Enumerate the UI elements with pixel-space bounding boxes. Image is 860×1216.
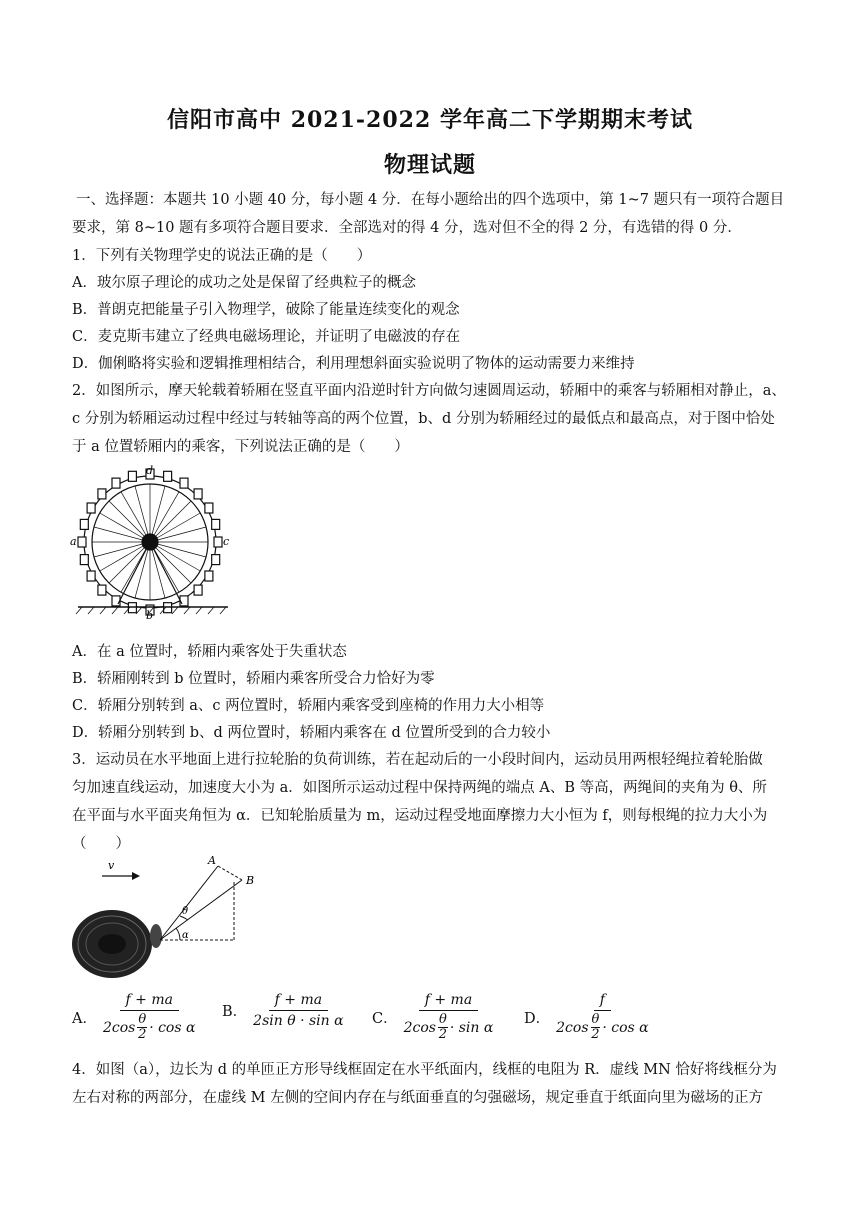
exam-title: 信阳市高中 2021-2022 学年高二下学期期末考试 — [167, 107, 693, 133]
label-A: A — [208, 854, 216, 867]
cabin — [205, 503, 213, 513]
label-v: v — [108, 859, 115, 872]
cabin — [164, 471, 172, 481]
exam-subtitle: 物理试题 — [383, 152, 476, 178]
q1-stem: 1．下列有关物理学史的说法正确的是（ ） — [72, 248, 372, 264]
q3-option-c: C． f + ma 2cos $\frac{\theta}{2}$ · sin α — [372, 992, 494, 1042]
cabin — [80, 519, 88, 529]
cabin — [194, 585, 202, 595]
cabin — [180, 596, 188, 606]
q1-option-d: D．伽俐略将实验和逻辑推理相结合，利用理想斜面实验说明了物体的运动需要力来维持 — [72, 356, 635, 372]
ferris-wheel-figure — [68, 462, 238, 620]
tire-figure — [68, 852, 268, 982]
q3-option-b: B． $\frac{f + ma}{\text{2sin θ · sin α}}$ — [222, 992, 344, 1029]
cabin — [205, 571, 213, 581]
label-b: b — [146, 609, 154, 620]
q3-option-d: D． f 2cos $\frac{\theta}{2}$ · cos α — [524, 992, 649, 1042]
q2-option-b: B．轿厢刚转到 b 位置时，轿厢内乘客所受合力恰好为零 — [72, 671, 435, 687]
q3-option-a: A． f + ma 2cos $\frac{\theta}{2}$ · cos α — [72, 992, 196, 1042]
cabin — [78, 537, 86, 547]
cabin — [214, 537, 222, 547]
q4-stem-line2: 左右对称的两部分，在虚线 M 左侧的空间内存在与纸面垂直的匀强磁场，规定垂直于纸面向里为磁场的正方 — [72, 1090, 764, 1106]
cabin — [98, 585, 106, 595]
cabin — [98, 489, 106, 499]
q2-option-d: D．轿厢分别转到 b、d 两位置时，轿厢内乘客在 d 位置所受到的合力较小 — [72, 725, 551, 741]
label-theta: θ — [182, 906, 189, 917]
label-alpha: α — [182, 930, 189, 941]
label-a: a — [70, 535, 77, 548]
q2-stem-line2: c 分别为轿厢运动过程中经过与转轴等高的两个位置，b、d 分别为轿厢经过的最低点和最高点，对于图中恰处 — [72, 411, 775, 427]
cabin — [212, 555, 220, 565]
section-instructions-line1: 一、选择题：本题共 10 小题 40 分，每小题 4 分．在每小题给出的四个选项中，第 1~7 题只有一项符合题目 — [76, 192, 785, 208]
cabin — [212, 519, 220, 529]
label-c: c — [223, 535, 230, 548]
label-d: d — [146, 464, 154, 477]
q3-stem-line4: （ ） — [72, 836, 130, 852]
q2-option-c: C．轿厢分别转到 a、c 两位置时，轿厢内乘客受到座椅的作用力大小相等 — [72, 698, 545, 714]
q2-stem-line1: 2．如图所示，摩天轮载着轿厢在竖直平面内沿逆时针方向做匀速圆周运动，轿厢中的乘客与轿厢相对静止，a、 — [72, 383, 786, 399]
cabin — [180, 478, 188, 488]
tire-icon — [72, 910, 162, 978]
cabin — [87, 503, 95, 513]
cabin — [87, 571, 95, 581]
cabin — [112, 596, 120, 606]
section-instructions-line2: 要求，第 8~10 题有多项符合题目要求．全部选对的得 4 分，选对但不全的得 2 分，有选错的得 0 分． — [72, 220, 742, 236]
q1-option-c: C．麦克斯韦建立了经典电磁场理论，并证明了电磁波的存在 — [72, 329, 461, 345]
q3-stem-line3: 在平面与水平面夹角恒为 α．已知轮胎质量为 m，运动过程受地面摩擦力大小恒为 f，则每根绳的拉力大小为 — [72, 808, 768, 824]
q1-option-b: B．普朗克把能量子引入物理学，破除了能量连续变化的观念 — [72, 302, 460, 318]
label-B: B — [246, 874, 255, 887]
q2-option-a: A．在 a 位置时，轿厢内乘客处于失重状态 — [72, 644, 347, 660]
q1-option-a: A．玻尔原子理论的成功之处是保留了经典粒子的概念 — [72, 275, 416, 291]
q3-stem-line1: 3．运动员在水平地面上进行拉轮胎的负荷训练，若在起动后的一小段时间内，运动员用两根轻绳拉着轮胎做 — [72, 752, 763, 768]
q4-stem-line1: 4．如图（a），边长为 d 的单匝正方形导线框固定在水平纸面内，线框的电阻为 R．虚线 MN 恰好将线框分为 — [72, 1062, 777, 1078]
cabin — [194, 489, 202, 499]
q2-stem-line3: 于 a 位置轿厢内的乘客，下列说法正确的是（ ） — [72, 439, 409, 455]
q3-stem-line2: 匀加速直线运动，加速度大小为 a．如图所示运动过程中保持两绳的端点 A、B 等高，两绳间的夹角为 θ、所 — [72, 780, 767, 796]
cabin — [80, 555, 88, 565]
cabin — [112, 478, 120, 488]
cabin — [128, 471, 136, 481]
